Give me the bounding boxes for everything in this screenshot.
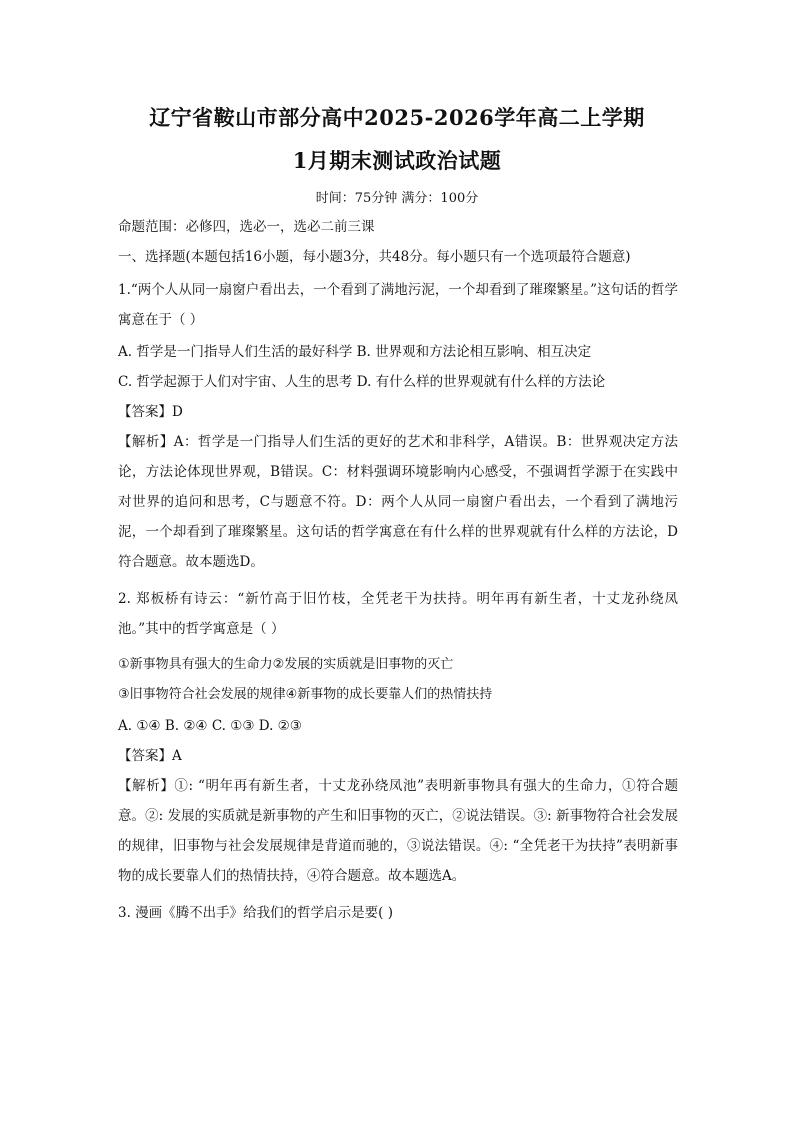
q2-items-12: ①新事物具有强大的生命力②发展的实质就是旧事物的灭亡 — [118, 657, 454, 672]
exam-scope: 命题范围：必修四，选必一，选必二前三课 — [118, 219, 375, 235]
q3-stem: 3. 漫画《腾不出手》给我们的哲学启示是要( ) — [118, 905, 393, 921]
q1-options-ab: A. 哲学是一门指导人们生活的最好科学 B. 世界观和方法论相互影响、相互决定 — [118, 344, 592, 360]
q1-analysis: 【解析】A：哲学是一门指导人们生活的更好的艺术和非科学，A错误。B：世界观决定方法论，方法论体现世界观，B错误。C：材料强调环境影响内心感受，不强调哲学源于在实践中对世界的追问和思考，C与题意不符。D：两个人从同一扇窗户看出去，一个看到了满地污泥，一个却看到了璀璨繁星。这句话的哲学寓意在有什么样的世界观就有什么样的方法论，D符合题意。故本题选D。 — [118, 434, 678, 570]
q2-analysis: 【解析】①: “明年再有新生者，十丈龙孙绕凤池”表明新事物具有强大的生命力，①符合题意。②: 发展的实质就是新事物的产生和旧事物的灭亡，②说法错误。③: 新事物符合社会发展的规律，旧事物与社会发展规律是背道而驰的，③说法错误。④: “全凭老干为扶持”表明新事物的成长要靠人们的热情扶持，④符合题意。故本题选A。 — [118, 778, 678, 884]
q2-answer: 【答案】A — [118, 748, 182, 764]
section-heading: 一、选择题(本题包括16小题，每小题3分，共48分。每小题只有一个选项最符合题意) — [118, 249, 631, 265]
q1-stem: 1.“两个人从同一扇窗户看出去，一个看到了满地污泥，一个却看到了璀璨繁星。”这句话的哲学寓意在于（ ） — [118, 282, 678, 328]
q1-options-cd: C. 哲学起源于人们对宇宙、人生的思考 D. 有什么样的世界观就有什么样的方法论 — [118, 374, 606, 390]
q2-items-34: ③旧事物符合社会发展的规律④新事物的成长要靠人们的热情扶持 — [118, 687, 493, 702]
q2-stem: 2. 郑板桥有诗云：“新竹高于旧竹枝，全凭老干为扶持。明年再有新生者，十丈龙孙绕凤池。”其中的哲学寓意是（ ） — [118, 591, 678, 637]
exam-title-line2: 1月期末测试政治试题 — [292, 148, 502, 173]
exam-meta: 时间：75分钟 满分：100分 — [315, 191, 479, 206]
q1-answer: 【答案】D — [118, 404, 183, 420]
q2-options: A. ①④ B. ②④ C. ①③ D. ②③ — [118, 718, 302, 734]
exam-title-line1: 辽宁省鞍山市部分高中2025-2026学年高二上学期 — [149, 105, 645, 130]
